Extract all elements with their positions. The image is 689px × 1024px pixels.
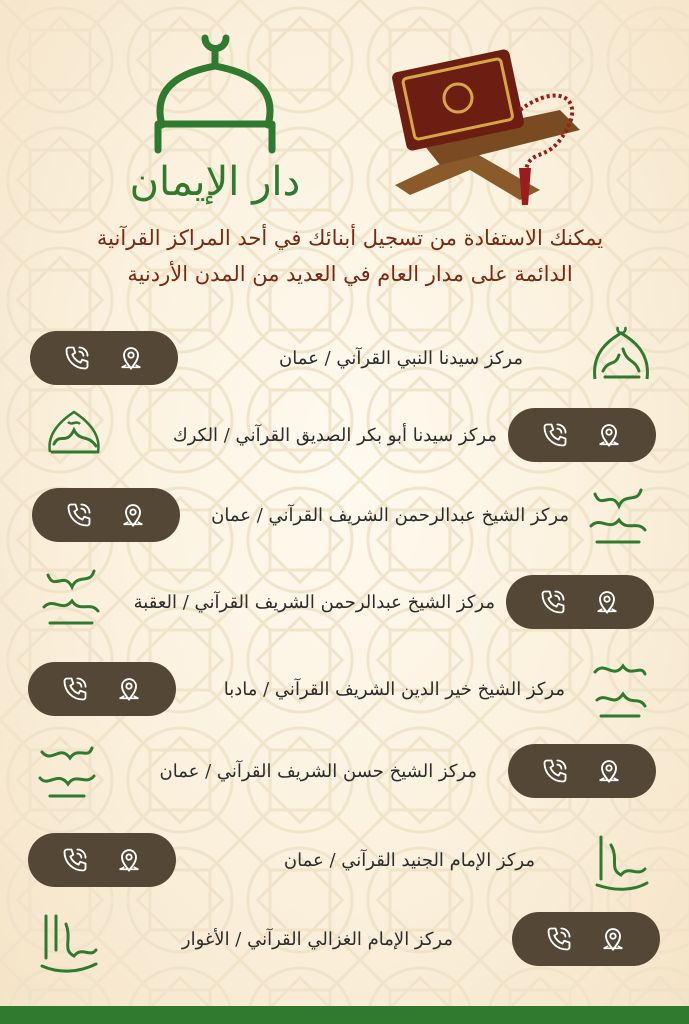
center-calligraphy-logo [581,480,653,552]
center-row [0,331,689,387]
phone-icon [61,675,89,703]
map-pin-icon [595,757,623,785]
center-calligraphy-logo [585,319,657,391]
phone-icon [545,925,573,953]
center-name: مركز الإمام الجنيد القرآني / عمان [283,850,535,871]
center-calligraphy-logo [585,825,657,897]
phone-icon [541,757,569,785]
phone-button[interactable] [60,341,94,375]
intro-line-2: الدائمة على مدار العام في العديد من المدن الأردنية [127,262,573,286]
center-row [0,912,689,968]
center-name: مركز الشيخ عبدالرحمن الشريف القرآني / العقبة [133,592,495,613]
contact-pill[interactable] [508,744,656,798]
center-calligraphy-logo [30,734,102,806]
center-row [0,408,689,464]
map-pin-icon [119,501,147,529]
contact-pill[interactable] [28,662,176,716]
location-button[interactable] [592,418,626,452]
map-pin-icon [115,675,143,703]
footer-bar [0,1006,689,1024]
brand-dome-logo [158,38,272,150]
phone-button[interactable] [62,498,96,532]
phone-icon [539,588,567,616]
center-calligraphy-logo [34,561,106,633]
contact-pill[interactable] [32,488,180,542]
phone-button[interactable] [58,672,92,706]
location-button[interactable] [112,843,146,877]
center-row [0,575,689,631]
map-pin-icon [599,925,627,953]
center-name: مركز الشيخ عبدالرحمن الشريف القرآني / عمان [211,505,569,526]
location-button[interactable] [592,754,626,788]
phone-icon [61,846,89,874]
map-pin-icon [595,421,623,449]
contact-pill[interactable] [508,408,656,462]
map-pin-icon [593,588,621,616]
location-button[interactable] [114,341,148,375]
contact-pill[interactable] [512,912,660,966]
center-row [0,488,689,544]
map-pin-icon [115,846,143,874]
contact-pill[interactable] [30,331,178,385]
location-button[interactable] [116,498,150,532]
quran-illustration [391,48,580,205]
location-button[interactable] [590,585,624,619]
phone-button[interactable] [542,922,576,956]
phone-button[interactable] [538,754,572,788]
center-row [0,744,689,800]
brand-name: دار الإيمان [129,159,301,205]
phone-icon [63,344,91,372]
center-row [0,833,689,889]
map-pin-icon [117,344,145,372]
center-name: مركز سيدنا أبو بكر الصديق القرآني / الكرك [172,425,497,446]
center-name: مركز الشيخ حسن الشريف القرآني / عمان [159,761,477,782]
contact-pill[interactable] [506,575,654,629]
center-name: مركز الشيخ خير الدين الشريف القرآني / مادبا [223,679,565,700]
center-row [0,662,689,718]
center-calligraphy-logo [38,396,110,468]
phone-button[interactable] [538,418,572,452]
location-button[interactable] [596,922,630,956]
phone-icon [541,421,569,449]
intro-line-1: يمكنك الاستفادة من تسجيل أبنائك في أحد المراكز القرآنية [96,226,604,250]
center-name: مركز الإمام الغزالي القرآني / الأغوار [181,929,453,950]
phone-button[interactable] [536,585,570,619]
phone-button[interactable] [58,843,92,877]
header-art [0,0,689,230]
contact-pill[interactable] [28,833,176,887]
location-button[interactable] [112,672,146,706]
phone-icon [65,501,93,529]
center-calligraphy-logo [583,652,655,724]
center-name: مركز سيدنا النبي القرآني / عمان [279,348,523,369]
center-calligraphy-logo [32,906,104,978]
